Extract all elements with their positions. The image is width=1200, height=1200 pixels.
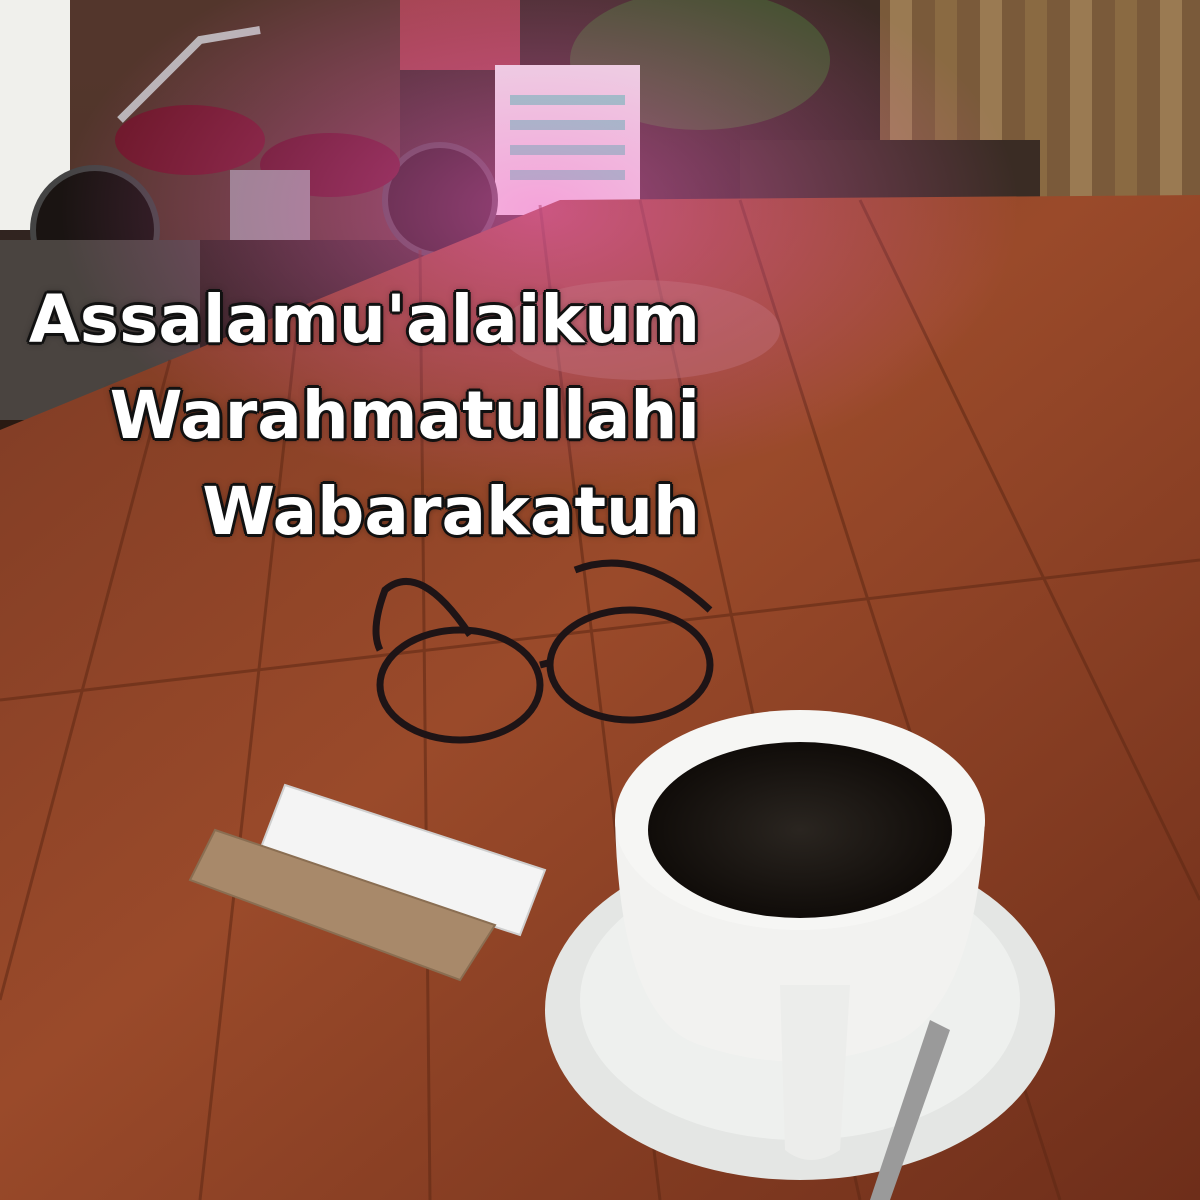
greeting-text <box>29 272 700 560</box>
greeting-line-3: Wabarakatuh <box>202 473 700 550</box>
greeting-line-1: Assalamu'alaikum <box>28 281 700 358</box>
black-coffee <box>648 742 952 918</box>
cup-handle <box>780 985 850 1160</box>
greeting-line-2: Warahmatullahi <box>109 377 700 454</box>
